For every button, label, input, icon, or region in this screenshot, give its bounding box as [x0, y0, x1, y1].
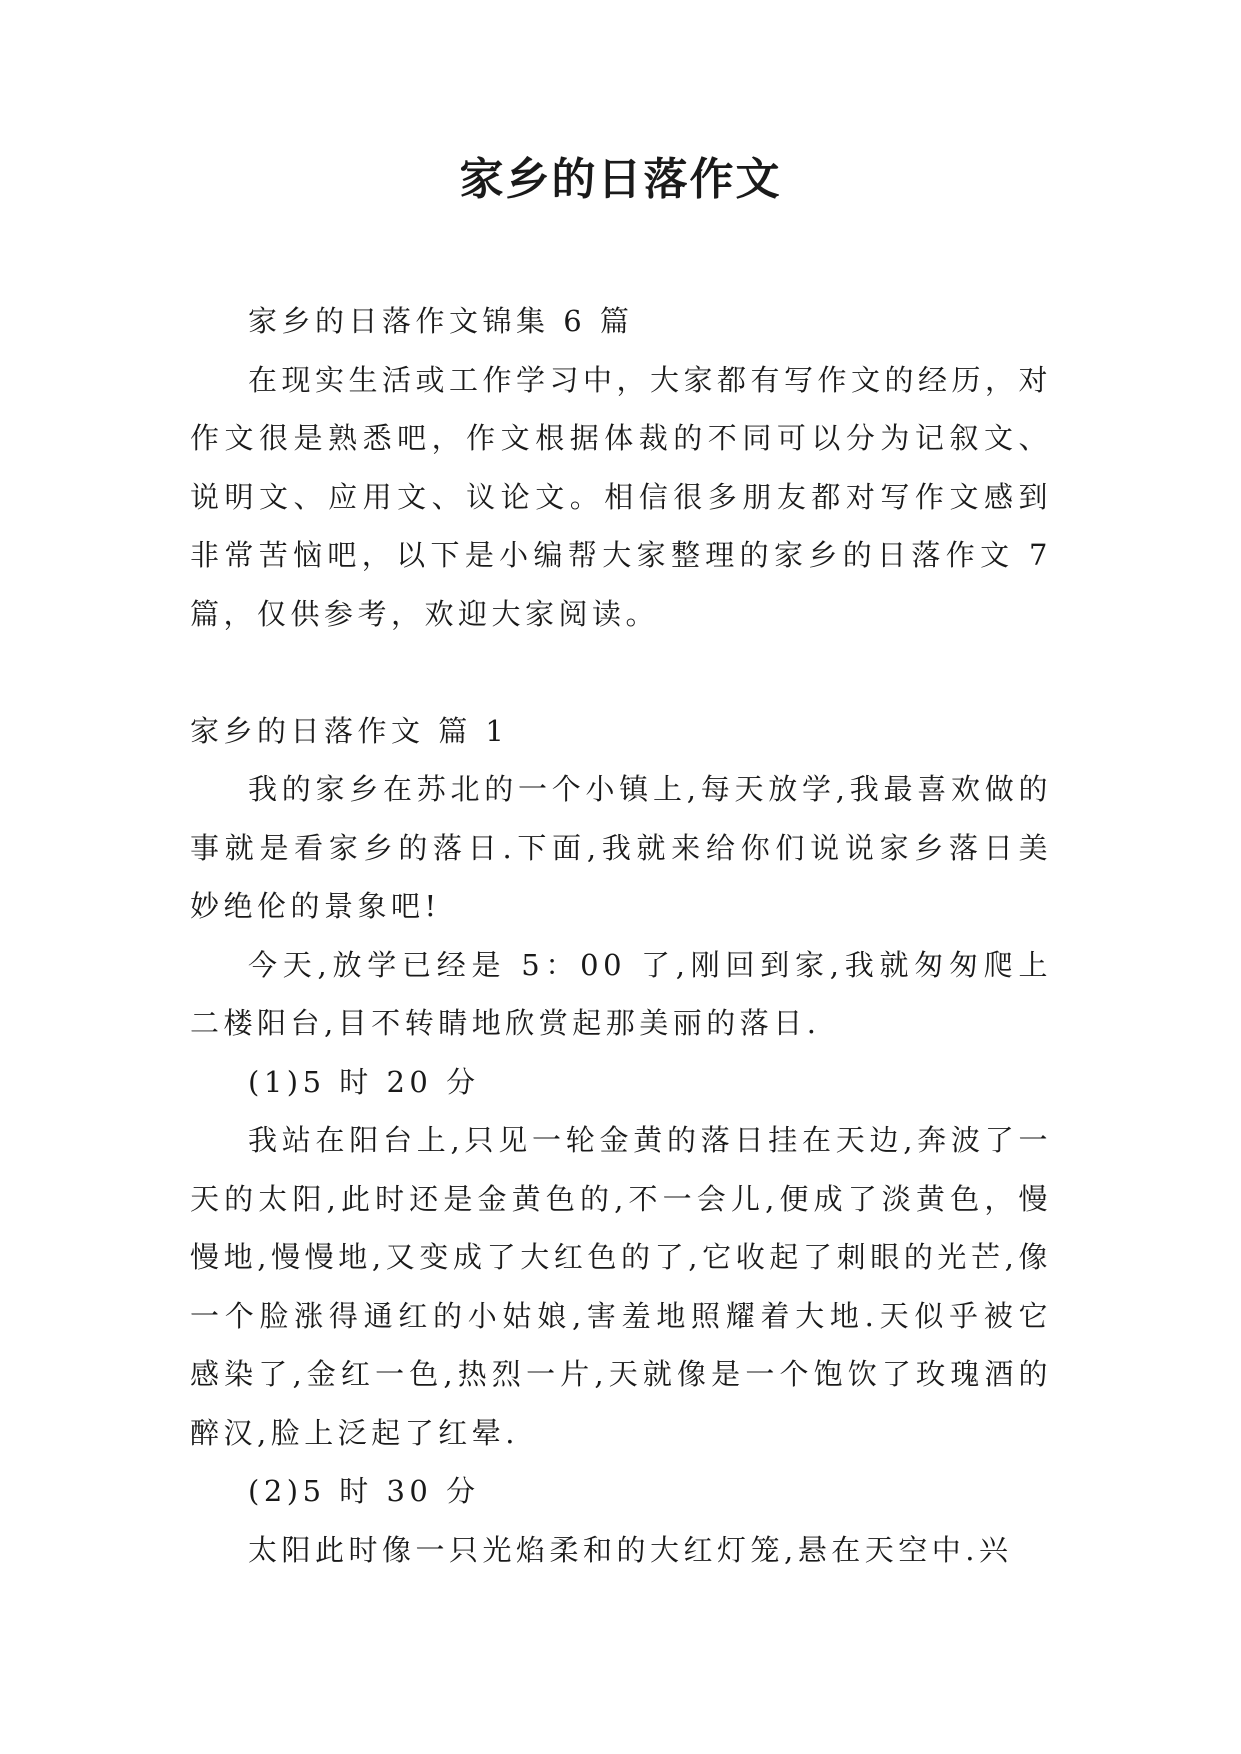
intro-paragraph: 在现实生活或工作学习中，大家都有写作文的经历，对作文很是熟悉吧，作文根据体裁的不同可以分为记叙文、说明文、应用文、议论文。相信很多朋友都对写作文感到非常苦恼吧，以下是小编帮大家整理的家乡的日落作文 7 篇，仅供参考，欢迎大家阅读。 — [190, 362, 1053, 631]
essay-paragraph: 今天,放学已经是 5：00 了,刚回到家,我就匆匆爬上二楼阳台,目不转睛地欣赏起那美丽的落日. — [190, 947, 1052, 1040]
section-heading: 家乡的日落作文 篇 1 — [190, 713, 509, 748]
essay-paragraph: 我的家乡在苏北的一个小镇上,每天放学,我最喜欢做的事就是看家乡的落日.下面,我就来给你们说说家乡落日美妙绝伦的景象吧! — [190, 772, 1052, 923]
section-spacer — [190, 643, 1052, 702]
document-title: 家乡的日落作文 — [459, 154, 782, 205]
essay-paragraph: 太阳此时像一只光焰柔和的大红灯笼,悬在天空中.兴 — [248, 1532, 1013, 1567]
document-body — [190, 292, 1052, 1579]
essay-paragraph: 我站在阳台上,只见一轮金黄的落日挂在天边,奔波了一天的太阳,此时还是金黄色的,不一会儿,便成了淡黄色，慢慢地,慢慢地,又变成了大红色的了,它收起了刺眼的光芒,像一个脸涨得通红的小姑娘,害羞地照耀着大地.天似乎被它感染了,金红一色,热烈一片,天就像是一个饱饮了玫瑰酒的醉汉,脸上泛起了红晕. — [190, 1123, 1052, 1450]
time-subheading: (1)5 时 20 分 — [248, 1064, 480, 1099]
intro-heading: 家乡的日落作文锦集 6 篇 — [248, 304, 634, 338]
time-subheading: (2)5 时 30 分 — [248, 1474, 480, 1508]
